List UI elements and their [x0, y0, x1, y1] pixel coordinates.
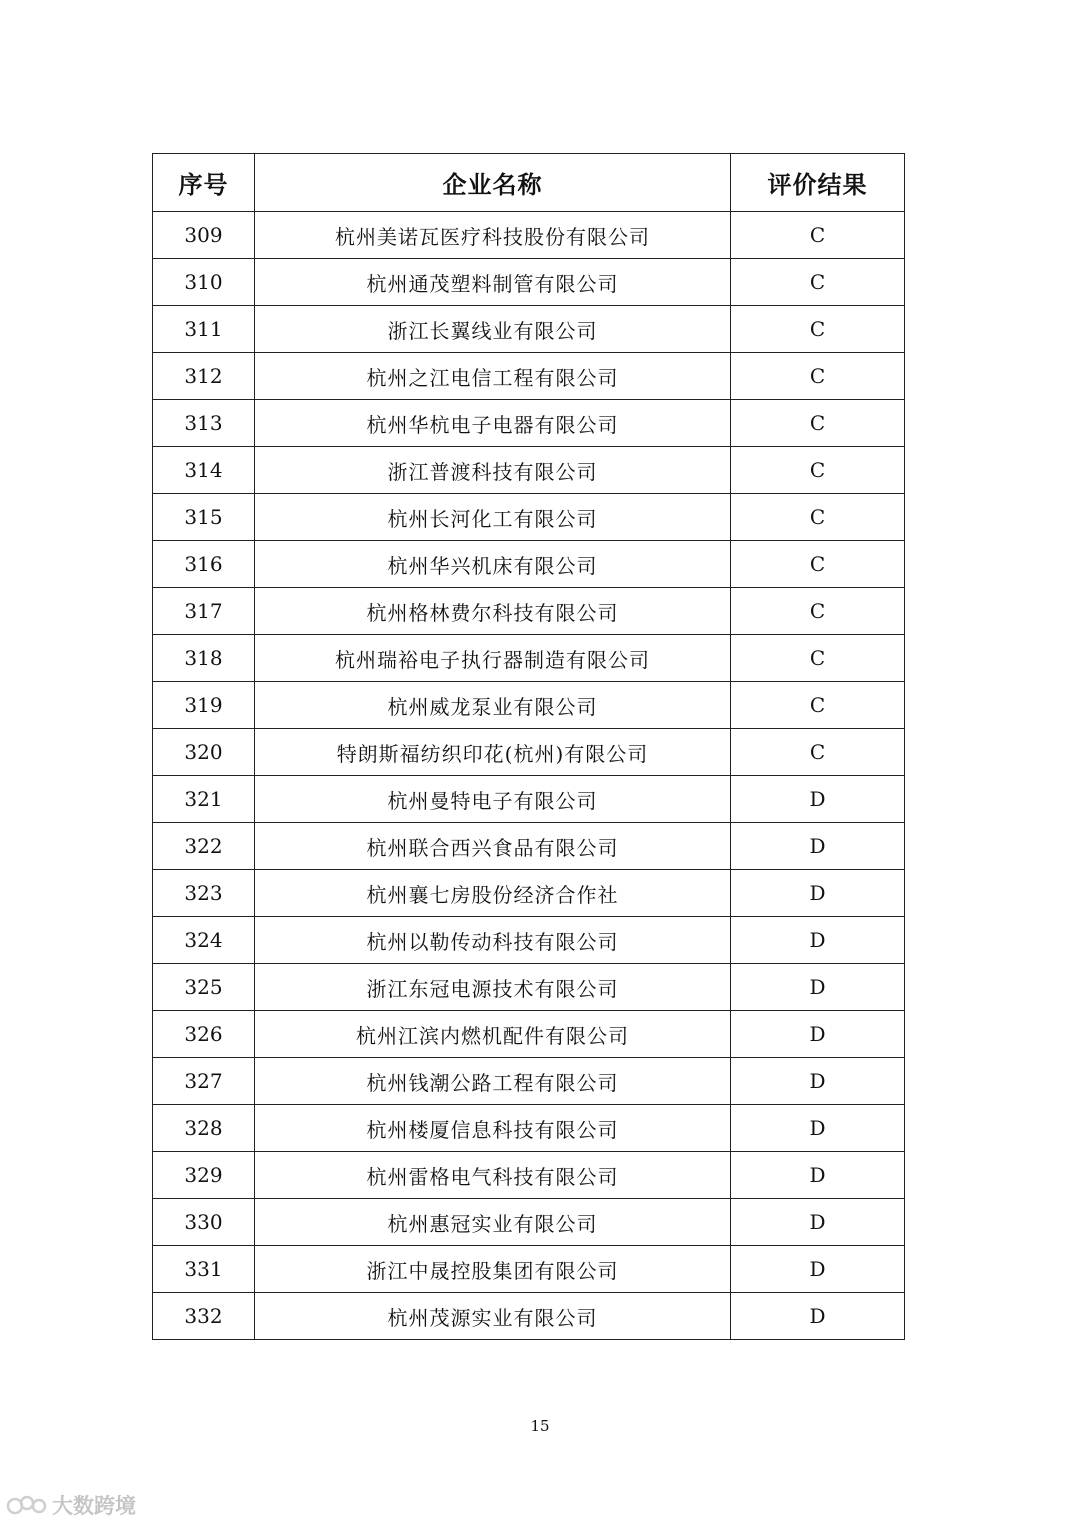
serial-cell: 315 [153, 494, 255, 541]
company-name-cell: 杭州长河化工有限公司 [255, 494, 731, 541]
table-row [153, 870, 905, 917]
company-name-cell: 杭州华兴机床有限公司 [255, 541, 731, 588]
company-name-cell: 杭州通茂塑料制管有限公司 [255, 259, 731, 306]
serial-cell: 322 [153, 823, 255, 870]
table-row [153, 400, 905, 447]
serial-cell: 325 [153, 964, 255, 1011]
result-cell: C [731, 541, 905, 588]
table-row [153, 1199, 905, 1246]
header-result: 评价结果 [731, 154, 905, 212]
result-cell: C [731, 306, 905, 353]
serial-cell: 320 [153, 729, 255, 776]
header-company-name: 企业名称 [255, 154, 731, 212]
company-name-cell: 杭州楼厦信息科技有限公司 [255, 1105, 731, 1152]
serial-cell: 309 [153, 212, 255, 259]
company-name-cell: 杭州雷格电气科技有限公司 [255, 1152, 731, 1199]
result-cell: D [731, 823, 905, 870]
company-name-cell: 杭州钱潮公路工程有限公司 [255, 1058, 731, 1105]
result-cell: D [731, 1293, 905, 1340]
company-name-cell: 杭州之江电信工程有限公司 [255, 353, 731, 400]
serial-cell: 313 [153, 400, 255, 447]
result-cell: C [731, 259, 905, 306]
serial-cell: 324 [153, 917, 255, 964]
watermark [6, 1490, 136, 1520]
table-row [153, 917, 905, 964]
table-row [153, 541, 905, 588]
table-row [153, 1152, 905, 1199]
table-row [153, 494, 905, 541]
company-name-cell: 杭州美诺瓦医疗科技股份有限公司 [255, 212, 731, 259]
page-number: 15 [530, 1417, 550, 1435]
table-row [153, 447, 905, 494]
result-cell: C [731, 588, 905, 635]
header-serial: 序号 [153, 154, 255, 212]
table-row [153, 635, 905, 682]
result-cell: C [731, 635, 905, 682]
table-row [153, 588, 905, 635]
table-row [153, 1011, 905, 1058]
table-row [153, 306, 905, 353]
logo-icon [6, 1494, 48, 1516]
result-cell: C [731, 353, 905, 400]
company-name-cell: 杭州曼特电子有限公司 [255, 776, 731, 823]
table-row [153, 353, 905, 400]
results-table [152, 153, 905, 1340]
serial-cell: 318 [153, 635, 255, 682]
company-name-cell: 杭州襄七房股份经济合作社 [255, 870, 731, 917]
company-name-cell: 特朗斯福纺织印花(杭州)有限公司 [255, 729, 731, 776]
result-cell: C [731, 212, 905, 259]
result-cell: C [731, 447, 905, 494]
table-row [153, 682, 905, 729]
serial-cell: 330 [153, 1199, 255, 1246]
serial-cell: 327 [153, 1058, 255, 1105]
result-cell: C [731, 494, 905, 541]
table-row [153, 212, 905, 259]
company-name-cell: 浙江东冠电源技术有限公司 [255, 964, 731, 1011]
result-cell: C [731, 400, 905, 447]
serial-cell: 329 [153, 1152, 255, 1199]
serial-cell: 332 [153, 1293, 255, 1340]
company-name-cell: 杭州以勒传动科技有限公司 [255, 917, 731, 964]
result-cell: D [731, 917, 905, 964]
serial-cell: 331 [153, 1246, 255, 1293]
table-row [153, 823, 905, 870]
result-cell: D [731, 776, 905, 823]
serial-cell: 328 [153, 1105, 255, 1152]
table-row [153, 1246, 905, 1293]
table-row [153, 776, 905, 823]
company-name-cell: 浙江普渡科技有限公司 [255, 447, 731, 494]
serial-cell: 312 [153, 353, 255, 400]
result-cell: D [731, 964, 905, 1011]
company-name-cell: 杭州华杭电子电器有限公司 [255, 400, 731, 447]
table-header-row [153, 154, 905, 212]
company-name-cell: 杭州瑞裕电子执行器制造有限公司 [255, 635, 731, 682]
company-name-cell: 杭州江滨内燃机配件有限公司 [255, 1011, 731, 1058]
serial-cell: 326 [153, 1011, 255, 1058]
table-row [153, 1293, 905, 1340]
result-cell: D [731, 1246, 905, 1293]
table-row [153, 729, 905, 776]
serial-cell: 314 [153, 447, 255, 494]
serial-cell: 317 [153, 588, 255, 635]
company-name-cell: 杭州惠冠实业有限公司 [255, 1199, 731, 1246]
table-row [153, 1105, 905, 1152]
table-row [153, 964, 905, 1011]
result-cell: D [731, 1058, 905, 1105]
company-name-cell: 浙江中晟控股集团有限公司 [255, 1246, 731, 1293]
result-cell: D [731, 870, 905, 917]
serial-cell: 311 [153, 306, 255, 353]
serial-cell: 319 [153, 682, 255, 729]
company-name-cell: 杭州联合西兴食品有限公司 [255, 823, 731, 870]
company-name-cell: 杭州茂源实业有限公司 [255, 1293, 731, 1340]
serial-cell: 316 [153, 541, 255, 588]
company-name-cell: 浙江长翼线业有限公司 [255, 306, 731, 353]
result-cell: C [731, 729, 905, 776]
table-row [153, 259, 905, 306]
table-row [153, 1058, 905, 1105]
result-cell: D [731, 1152, 905, 1199]
result-cell: D [731, 1011, 905, 1058]
serial-cell: 321 [153, 776, 255, 823]
serial-cell: 310 [153, 259, 255, 306]
company-name-cell: 杭州威龙泵业有限公司 [255, 682, 731, 729]
result-cell: D [731, 1105, 905, 1152]
result-cell: D [731, 1199, 905, 1246]
result-cell: C [731, 682, 905, 729]
watermark-text: 大数跨境 [52, 1494, 136, 1518]
company-name-cell: 杭州格林费尔科技有限公司 [255, 588, 731, 635]
serial-cell: 323 [153, 870, 255, 917]
